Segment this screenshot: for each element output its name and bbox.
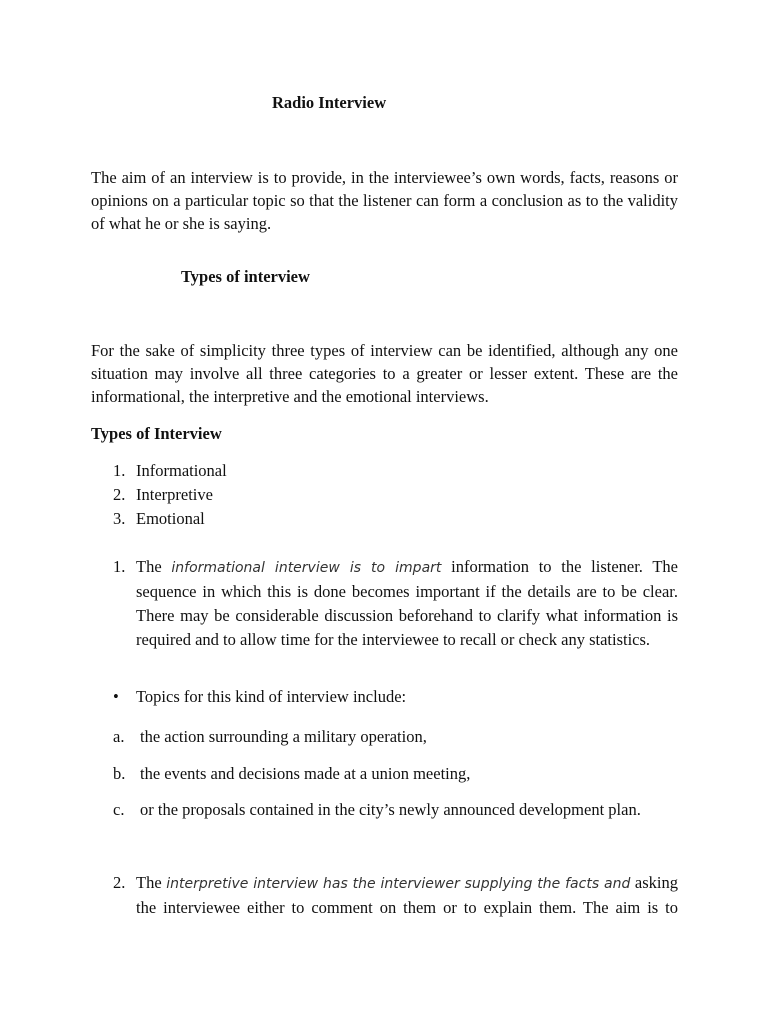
topics-bullet — [113, 687, 406, 707]
types-paragraph-text: For the sake of simplicity three types of interview can be identified, although any one situation may involve all three categories to a greater or lesser extent. These are the informational, the interpretive and the emotional interviews. — [91, 341, 678, 406]
bullet-icon: • — [113, 687, 119, 706]
list-item — [113, 483, 227, 507]
topic-label: b. — [113, 764, 126, 783]
section-lead: The — [136, 557, 162, 576]
types-heading: Types of interview — [181, 267, 310, 286]
topic-label: a. — [113, 727, 125, 746]
section-number: 2. — [113, 873, 126, 892]
section-italic: interpretive interview has the interviewer supplying the facts and — [166, 876, 631, 892]
topic-text: or the proposals contained in the city’s newly announced development plan. — [140, 800, 641, 819]
list-item — [113, 459, 227, 483]
document-title: Radio Interview — [272, 93, 387, 112]
topic-text: the events and decisions made at a union meeting, — [140, 764, 471, 783]
list-number: 3. — [113, 509, 126, 528]
topic-text: the action surrounding a military operation, — [140, 727, 427, 746]
section-number: 1. — [113, 557, 126, 576]
section-interpretive — [113, 871, 678, 920]
section-italic: informational interview is to impart — [171, 560, 442, 576]
topic-label: c. — [113, 800, 125, 819]
section-lead: The — [136, 873, 162, 892]
types-paragraph — [91, 339, 678, 408]
list-number: 1. — [113, 461, 126, 480]
topic-item — [113, 727, 427, 747]
list-label: Informational — [136, 461, 227, 480]
intro-text: The aim of an interview is to provide, in the interviewee’s own words, facts, reasons or opinions on a particular topic so that the listener can form a conclusion as to the validity of what he or she is saying. — [91, 168, 678, 233]
list-item — [113, 507, 227, 531]
topic-item — [113, 800, 641, 820]
section-text: information to the listener. The sequence in which this is done becomes important if the details are to be clear. There may be considerable discussion beforehand to clarify what information is required and to allow time for the interviewee to recall or check any statistics. — [136, 557, 678, 649]
intro-paragraph — [91, 166, 678, 235]
list-label: Emotional — [136, 509, 205, 528]
topic-item — [113, 764, 470, 784]
list-label: Interpretive — [136, 485, 213, 504]
types-list-heading: Types of Interview — [91, 424, 222, 443]
section-informational — [113, 555, 678, 652]
section-text: asking the interviewee either to comment on them or to explain them. The aim is to — [136, 873, 678, 917]
types-list — [113, 459, 227, 531]
list-number: 2. — [113, 485, 126, 504]
topics-intro: Topics for this kind of interview include: — [136, 687, 407, 706]
